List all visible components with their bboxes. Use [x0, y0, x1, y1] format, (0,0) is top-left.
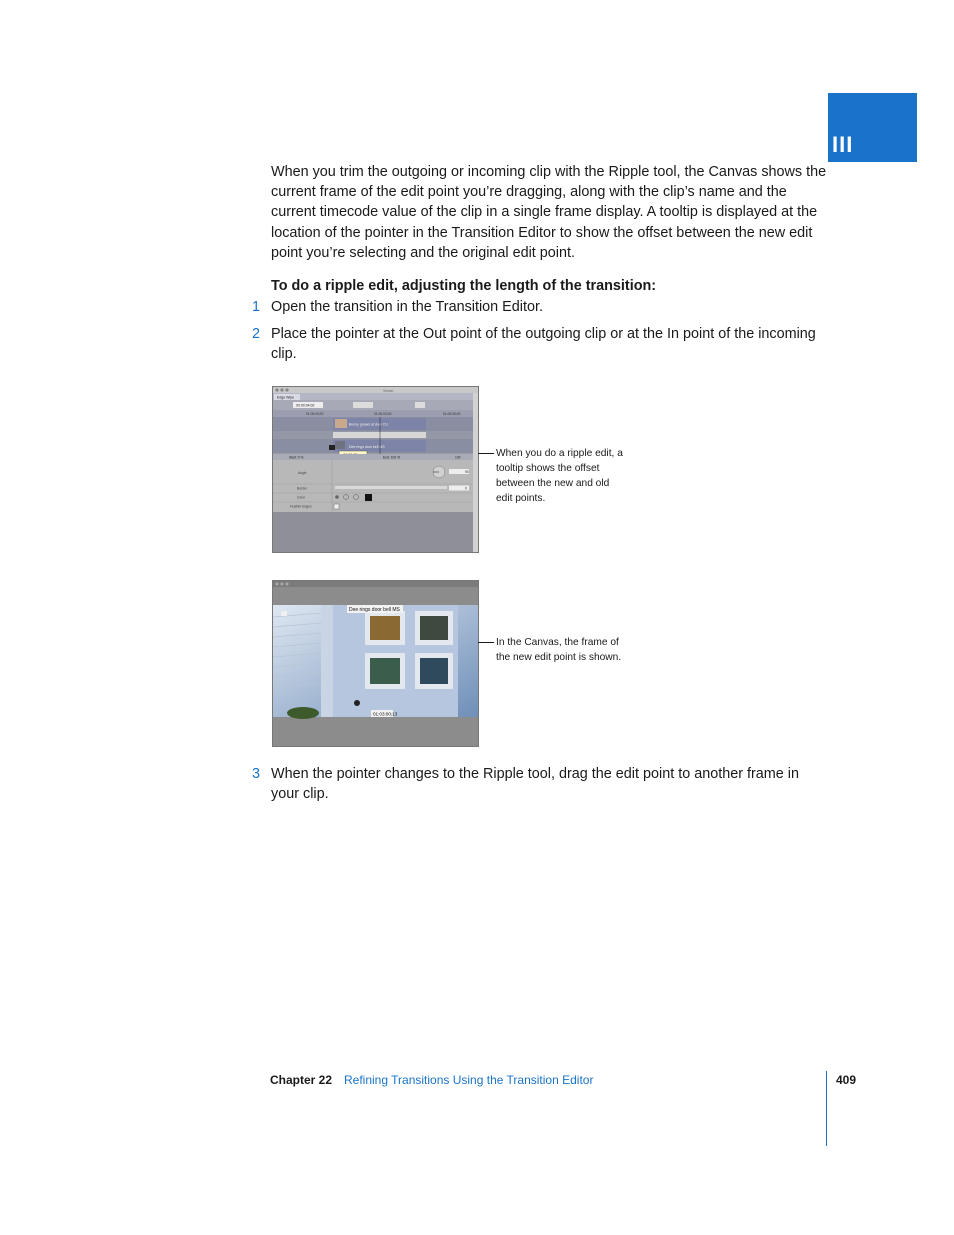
- param-border-label: Border: [297, 486, 307, 491]
- intro-paragraph: When you trim the outgoing or incoming clip with the Ripple tool, the Canvas shows the current frame of the edit point you’re dragging, along with the clip’s name and the current timecode value of the clip in a single frame display. A tooltip is displayed at the location of the pointer in the Transition Editor to show the offset between the new edit point you’re selecting and the original edit point.: [271, 164, 827, 261]
- transition-editor-screenshot: [272, 386, 479, 553]
- callout-tooltip: When you do a ripple edit, a tooltip shows the offset between the new and old edit points.: [496, 448, 623, 504]
- time-mid: 01:00:03;00: [374, 412, 392, 416]
- step-number: 2: [252, 326, 261, 342]
- step-number: 1: [252, 299, 261, 315]
- canvas-timecode: 01:03:00;13: [373, 711, 398, 717]
- duration-field: 00:00:04;02: [296, 403, 315, 408]
- step-text: Open the transition in the Transition Editor.: [271, 299, 543, 315]
- param-angle-value: 90: [465, 470, 469, 474]
- tab-label: Edge Wipe: [277, 395, 295, 400]
- time-end: 01:00:06;00: [443, 412, 461, 416]
- param-border-value: 0: [465, 486, 467, 491]
- param-feather-label: Feather Edges: [290, 504, 312, 509]
- step-text: Place the pointer at the Out point of the outgoing clip or at the In point of the incoming clip.: [271, 326, 816, 363]
- canvas-clip-name: Dee rings door bell MS: [349, 607, 400, 613]
- callout-leader-2: [478, 642, 494, 643]
- footer-chapter-title: Refining Transitions Using the Transition Editor: [344, 1073, 594, 1087]
- part-tab-label: III: [832, 132, 854, 157]
- param-color-label: Color: [297, 495, 305, 500]
- time-start: 01:00:00;00: [306, 412, 324, 416]
- step-text: When the pointer changes to the Ripple tool, drag the edit point to another frame in your clip.: [271, 766, 799, 803]
- step-number: 3: [252, 766, 261, 782]
- callout-canvas: In the Canvas, the frame of the new edit point is shown.: [496, 637, 622, 663]
- outgoing-clip-name: Bunny gnaws at door CU: [349, 422, 388, 427]
- page-number: 409: [836, 1073, 857, 1087]
- end-value: 100: [455, 455, 461, 460]
- callout-leader-1: [478, 453, 494, 454]
- end-label: End: 100 %: [383, 455, 401, 460]
- param-angle-label: Angle: [298, 471, 307, 475]
- canvas-screenshot: [272, 580, 479, 747]
- incoming-clip-name: Dee rings door bell MS: [349, 445, 385, 449]
- footer-divider: [826, 1071, 827, 1146]
- footer-chapter: Chapter 22: [270, 1073, 333, 1087]
- start-label: Start: 0 %: [289, 455, 304, 460]
- part-tab: [828, 93, 917, 162]
- procedure-heading: To do a ripple edit, adjusting the length of the transition:: [271, 278, 657, 294]
- window-title: Viewer: [383, 389, 394, 393]
